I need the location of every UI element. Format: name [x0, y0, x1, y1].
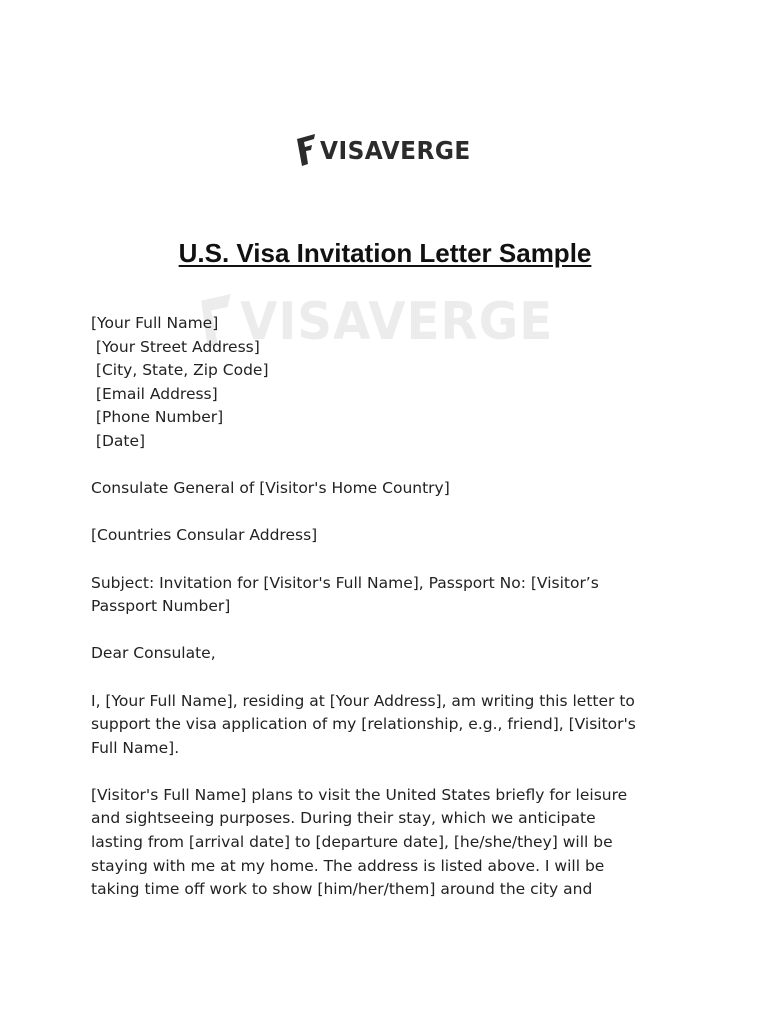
subject-line [91, 572, 681, 619]
sender-email: [Email Address] [91, 384, 218, 403]
paragraph-2 [91, 784, 681, 902]
sender-date: [Date] [91, 431, 146, 450]
watermark-text: VISAVERGE [240, 292, 554, 352]
sender-name: [Your Full Name] [91, 314, 219, 332]
recipient-line: Consulate General of [Visitor's Home Country] [91, 479, 450, 498]
paragraph-1-line: support the visa application of my [relationship, e.g., friend], [Visitor's [91, 715, 636, 734]
paragraph-2-line: and sightseeing purposes. During their stay, which we anticipate [91, 809, 596, 828]
sender-phone: [Phone Number] [91, 408, 224, 427]
paragraph-1-line: Full Name]. [91, 738, 180, 757]
paragraph-2-line: staying with me at my home. The address is listed above. I will be [91, 856, 605, 875]
paragraph-1 [91, 690, 681, 761]
paragraph-2-line: lasting from [arrival date] to [departure date], [he/she/they] will be [91, 833, 613, 852]
paragraph-2-line: [Visitor's Full Name] plans to visit the United States briefly for leisure [91, 785, 628, 804]
letter-title: U.S. Visa Invitation Letter Sample [178, 238, 592, 268]
sender-block [91, 312, 681, 454]
sender-city: [City, State, Zip Code] [91, 361, 269, 380]
salutation: Dear Consulate, [91, 644, 216, 663]
subject-line-1: Subject: Invitation for [Visitor's Full Name], Passport No: [Visitor’s [91, 573, 599, 592]
consular-address: [Countries Consular Address] [91, 526, 318, 545]
visaverge-logo-icon [296, 133, 318, 167]
subject-line-2: Passport Number] [91, 597, 231, 616]
brand-logo [296, 132, 482, 168]
paragraph-2-line: taking time off work to show [him/her/them] around the city and [91, 880, 593, 899]
sender-street: [Your Street Address] [91, 337, 260, 356]
letter-body [91, 312, 681, 902]
paragraph-1-line: I, [Your Full Name], residing at [Your Address], am writing this letter to [91, 691, 635, 710]
logo-text: VISAVERGE [320, 135, 471, 165]
